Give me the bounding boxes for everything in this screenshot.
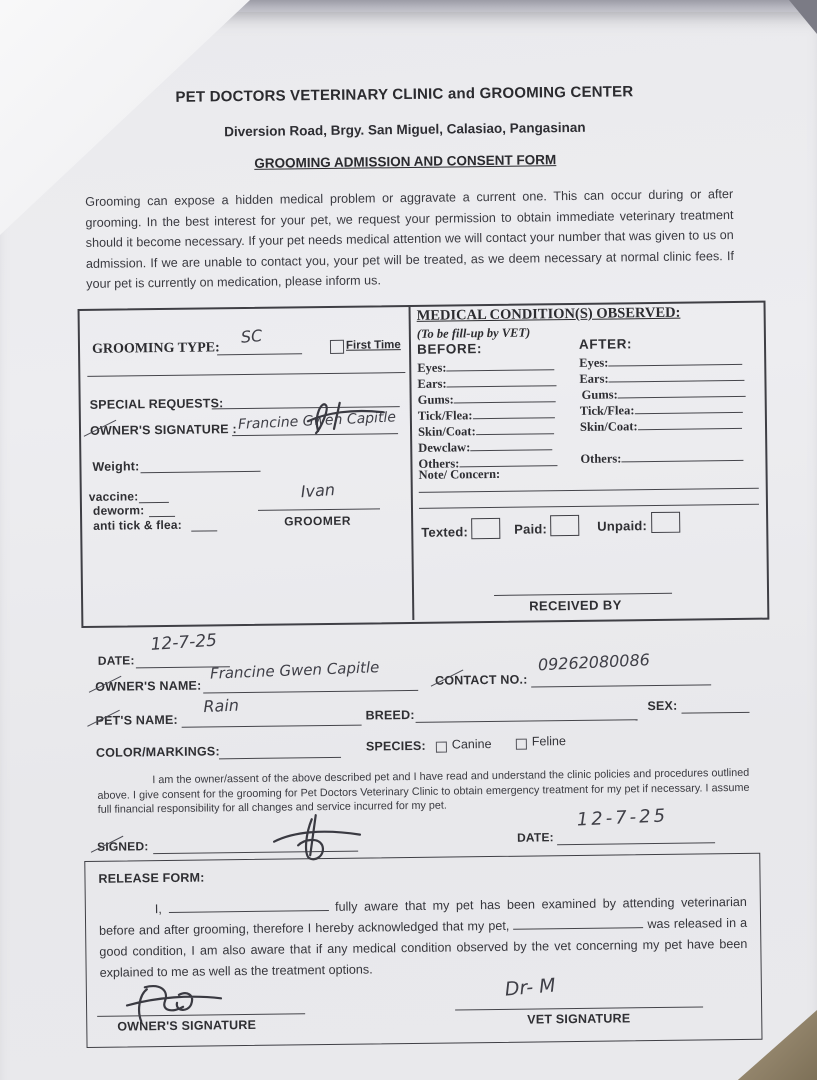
- grooming-type-label: GROOMING TYPE:: [91, 340, 220, 357]
- color-markings-label: COLOR/MARKINGS:: [95, 744, 220, 760]
- clinic-address: Diversion Road, Brgy. San Miguel, Calasiao, Pangasinan: [224, 119, 586, 140]
- before-skincoat-line: [476, 421, 554, 435]
- special-requests-label: SPECIAL REQUESTS:: [89, 396, 224, 412]
- after-gums-line: [618, 384, 746, 399]
- before-ears-line: [447, 373, 557, 387]
- release-pet-blank: [513, 915, 643, 930]
- after-skincoat-line: [638, 416, 742, 430]
- note-concern-label: Note/ Concern:: [418, 466, 501, 482]
- before-eyes-line: [446, 357, 554, 371]
- signed-signature-scribble-icon: [260, 810, 381, 861]
- vaccine-line: [139, 490, 169, 503]
- received-by-label: RECEIVED BY: [529, 597, 622, 614]
- clinic-name: PET DOCTORS VETERINARY CLINIC and GROOMING CENTER: [175, 83, 634, 106]
- intro-paragraph: Grooming can expose a hidden medical problem or aggravate a current one. This can occur during or after grooming. In the best interest for your pet, we request your permission to obtain immediate veterinary treatment should it become necessary. If your pet needs medical attention we will contact your number that was given to us on admission. If we are unable to contact you, your pet will be treated, as we deem necessary at normal clinic fees. If your pet is currently on medication, please inform us.: [85, 187, 735, 291]
- after-label: AFTER:: [578, 336, 633, 352]
- form-title: GROOMING ADMISSION AND CONSENT FORM: [254, 152, 557, 171]
- weight-line: [140, 459, 260, 473]
- feline-checkbox[interactable]: [516, 739, 527, 750]
- release-text-2: was released in a good condition, I am also aware that if any medical condition observed by the vet concerning my pet have been explained to me as well as the treatment options.: [99, 915, 748, 980]
- owner-signature-label: OWNER'S SIGNATURE :: [89, 422, 237, 438]
- before-row: Skin/Coat:: [418, 421, 554, 440]
- species-label: SPECIES:: [365, 738, 426, 754]
- grooming-type-value: SC: [240, 326, 263, 347]
- signed-date-value: 12-7-25: [576, 805, 669, 831]
- pet-name-value: Rain: [202, 695, 240, 717]
- after-row: Tick/Flea:: [580, 400, 743, 419]
- first-time-checkbox[interactable]: [330, 340, 344, 354]
- release-owner-blank: [168, 898, 328, 913]
- signed-date-label: DATE:: [516, 830, 554, 845]
- contact-no-line: [531, 672, 711, 687]
- before-dewclaw-line: [470, 437, 552, 451]
- consent-paragraph: I am the owner/assent of the above described pet and I have read and understand the clinic policies and procedures outlined above. I give consent for the grooming for Pet Doctors Veterinary Clinic to obtain emergency treatment for my pet if necessary. I assume full financial responsibility for all changes and service incurred for my pet.: [97, 766, 750, 816]
- canine-checkbox[interactable]: [436, 742, 447, 753]
- date-value: 12-7-25: [150, 630, 218, 655]
- release-indent: [99, 913, 155, 914]
- signed-date-line: [557, 830, 715, 845]
- sex-line: [681, 700, 749, 714]
- date-label: DATE:: [97, 653, 135, 668]
- contact-no-value: 09262080086: [537, 650, 651, 675]
- deworm-line: [149, 504, 175, 517]
- paid-label: Paid:: [514, 521, 548, 537]
- after-row: Eyes:: [579, 352, 742, 371]
- texted-checkbox[interactable]: [471, 518, 500, 539]
- owner-signature-value: Francine Gwen Capitle: [237, 409, 397, 433]
- owner-signature-scribble-icon: [300, 398, 390, 435]
- after-others-line: [621, 448, 743, 462]
- release-lead-in: I,: [154, 902, 162, 917]
- first-time-label: First Time: [345, 339, 401, 352]
- before-tickflea-line: [472, 405, 554, 419]
- before-row: Gums:: [418, 389, 556, 408]
- before-row: Dewclaw:: [418, 437, 552, 456]
- owner-name-value: Francine Gwen Capitle: [209, 658, 380, 683]
- breed-line: [415, 707, 637, 723]
- groomer-value: Ivan: [300, 480, 336, 502]
- after-row: Gums:: [582, 384, 746, 403]
- after-eyes-line: [608, 352, 742, 367]
- vet-signature-label: VET SIGNATURE: [527, 1011, 631, 1027]
- after-tickflea-line: [634, 400, 742, 414]
- after-row: Others:: [580, 448, 743, 467]
- signed-label: SIGNED:: [97, 839, 149, 854]
- unpaid-checkbox[interactable]: [651, 512, 680, 533]
- medical-title: MEDICAL CONDITION(S) OBSERVED:: [416, 304, 681, 324]
- breed-label: BREED:: [365, 707, 415, 723]
- after-row: Skin/Coat:: [580, 416, 742, 435]
- release-owner-signature-label: OWNER'S SIGNATURE: [117, 1017, 257, 1034]
- weight-label: Weight:: [92, 459, 140, 474]
- vet-signature-value: Dr- M: [504, 974, 557, 1001]
- after-row: Ears:: [579, 368, 744, 387]
- release-text-1: fully aware that my pet has been examined by attending veterinarian before and after grooming, therefore I hereby acknowledged that my pet,: [99, 894, 747, 938]
- before-row: Eyes:: [417, 357, 554, 376]
- before-others-line: [459, 453, 557, 467]
- canine-label: Canine: [451, 737, 492, 752]
- anti-tick-flea-label: anti tick & flea:: [93, 517, 183, 533]
- paid-checkbox[interactable]: [550, 515, 579, 536]
- before-row: Ears:: [417, 373, 556, 392]
- texted-label: Texted:: [421, 524, 469, 540]
- vaccine-label: vaccine:: [88, 489, 139, 504]
- before-label: BEFORE:: [416, 341, 483, 357]
- feline-label: Feline: [531, 734, 566, 749]
- after-ears-line: [608, 368, 744, 383]
- owner-name-label: OWNER'S NAME:: [95, 678, 202, 694]
- before-gums-line: [454, 389, 556, 403]
- release-paragraph: [99, 892, 748, 984]
- release-title: RELEASE FORM:: [98, 870, 205, 886]
- groomer-label: GROOMER: [284, 513, 352, 529]
- medical-subtitle: (To be fill-up by VET): [416, 325, 531, 341]
- color-markings-line: [219, 745, 341, 759]
- unpaid-label: Unpaid:: [597, 518, 648, 534]
- before-row: Tick/Flea:: [418, 405, 555, 424]
- contact-no-label: CONTACT NO.:: [435, 672, 528, 688]
- anti-tick-flea-line: [191, 518, 217, 531]
- form-title-wrap: [0, 148, 814, 176]
- pet-name-label: PET'S NAME:: [95, 712, 178, 728]
- before-row: Others:: [418, 453, 557, 472]
- sex-label: SEX:: [647, 698, 678, 714]
- deworm-label: deworm:: [92, 503, 145, 518]
